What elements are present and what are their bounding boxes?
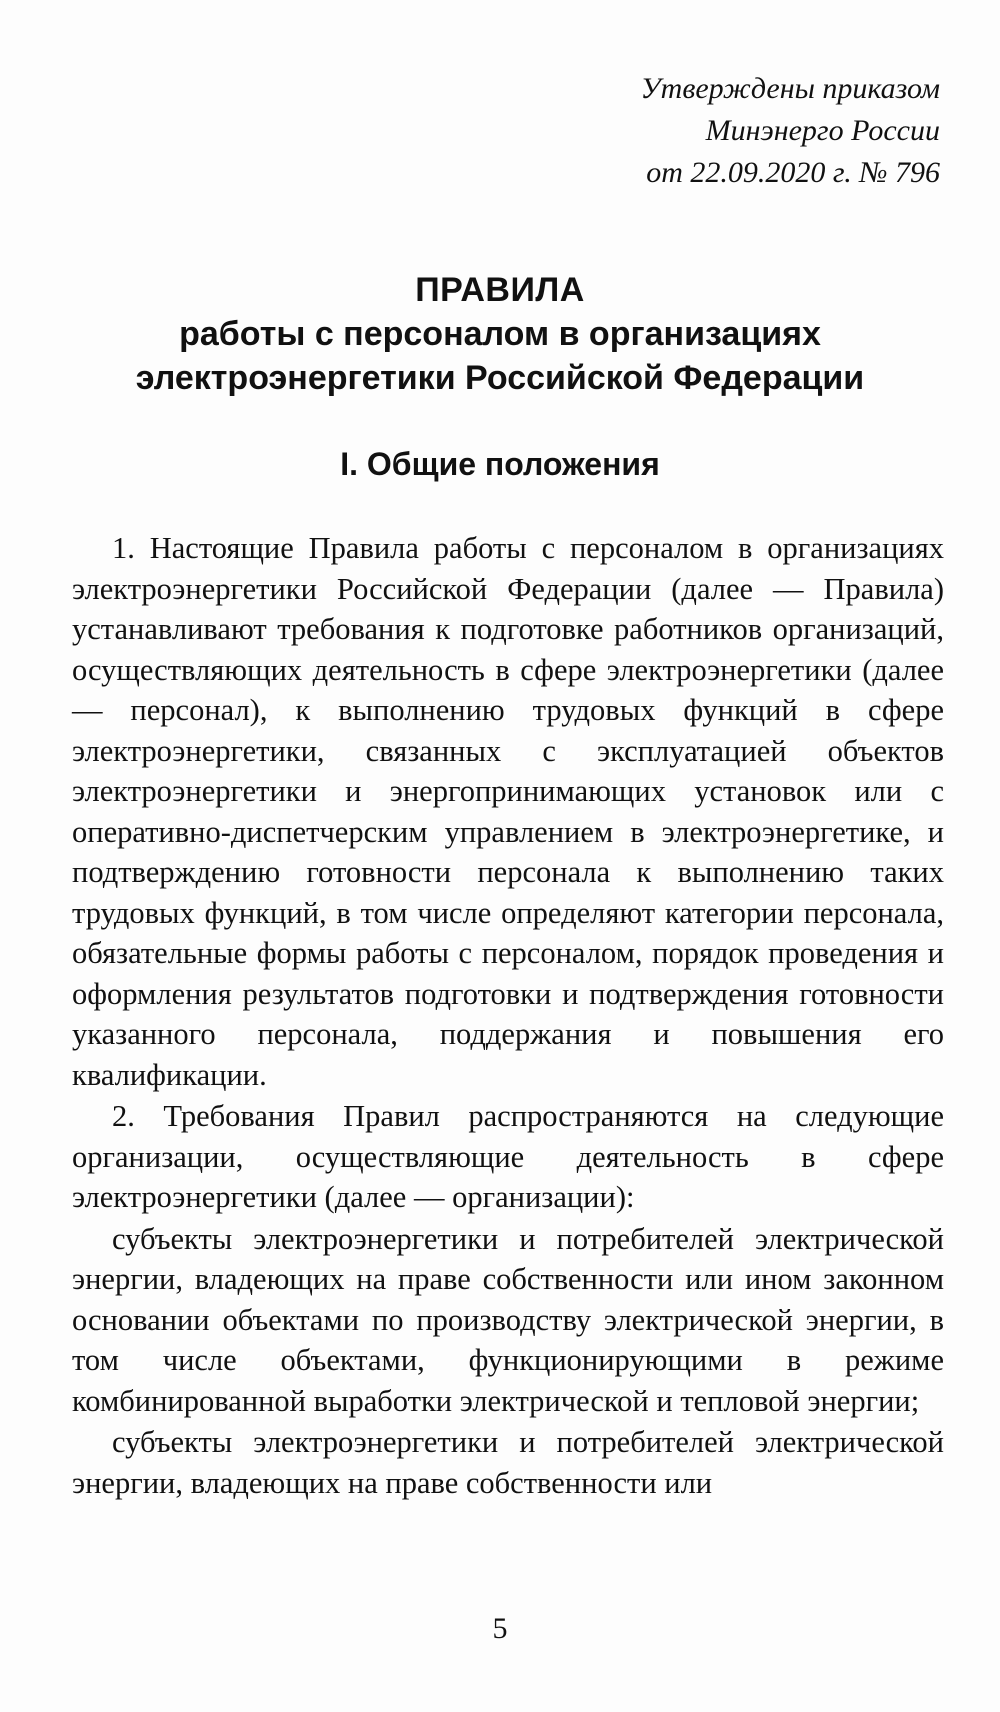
paragraph-4: субъекты электроэнергетики и потребителей электрической энергии, владеющих на праве собственности или [72, 1425, 944, 1500]
approval-line-3: от 22.09.2020 г. № 796 [646, 156, 940, 189]
approval-line-1: Утверждены приказом [640, 72, 940, 105]
body-text [72, 528, 944, 1503]
approval-note [460, 68, 940, 194]
paragraph-2: 2. Требования Правил распространяются на следующие организации, осуществляющие деятельность в сфере электроэнергетики (далее — организации): [72, 1099, 944, 1214]
title-line-3: электроэнергетики Российской Федерации [135, 359, 865, 397]
approval-line-2: Минэнерго России [705, 114, 940, 147]
paragraph-1: 1. Настоящие Правила работы с персоналом в организациях электроэнергетики Российской Федерации (далее — Правила) устанавливают требования к подготовке работников организаций, осуществляющих деятельность в сфере электроэнергетики (далее — персонал), к выполнению трудовых функций в сфере электроэнергетики, связанных с эксплуатацией объектов электроэнергетики и энергопринимающих установок или с оперативно-диспетчерским управлением в электроэнергетике, и подтверждению готовности персонала к выполнению таких трудовых функций, в том числе определяют категории персонала, обязательные формы работы с персоналом, порядок проведения и оформления результатов подготовки и подтверждения готовности указанного персонала, поддержания и повышения его квалификации. [72, 531, 944, 1092]
document-title [40, 268, 960, 400]
page-number: 5 [492, 1612, 508, 1645]
title-main: ПРАВИЛА [415, 271, 585, 309]
title-line-2: работы с персоналом в организациях [179, 315, 821, 353]
paragraph-3: субъекты электроэнергетики и потребителей электрической энергии, владеющих на праве собственности или ином законном основании объектами по производству электрической энергии, в том числе объектами, функционирующими в режиме комбинированной выработки электрической и тепловой энергии; [72, 1221, 944, 1418]
section-heading: I. Общие положения [340, 446, 660, 482]
